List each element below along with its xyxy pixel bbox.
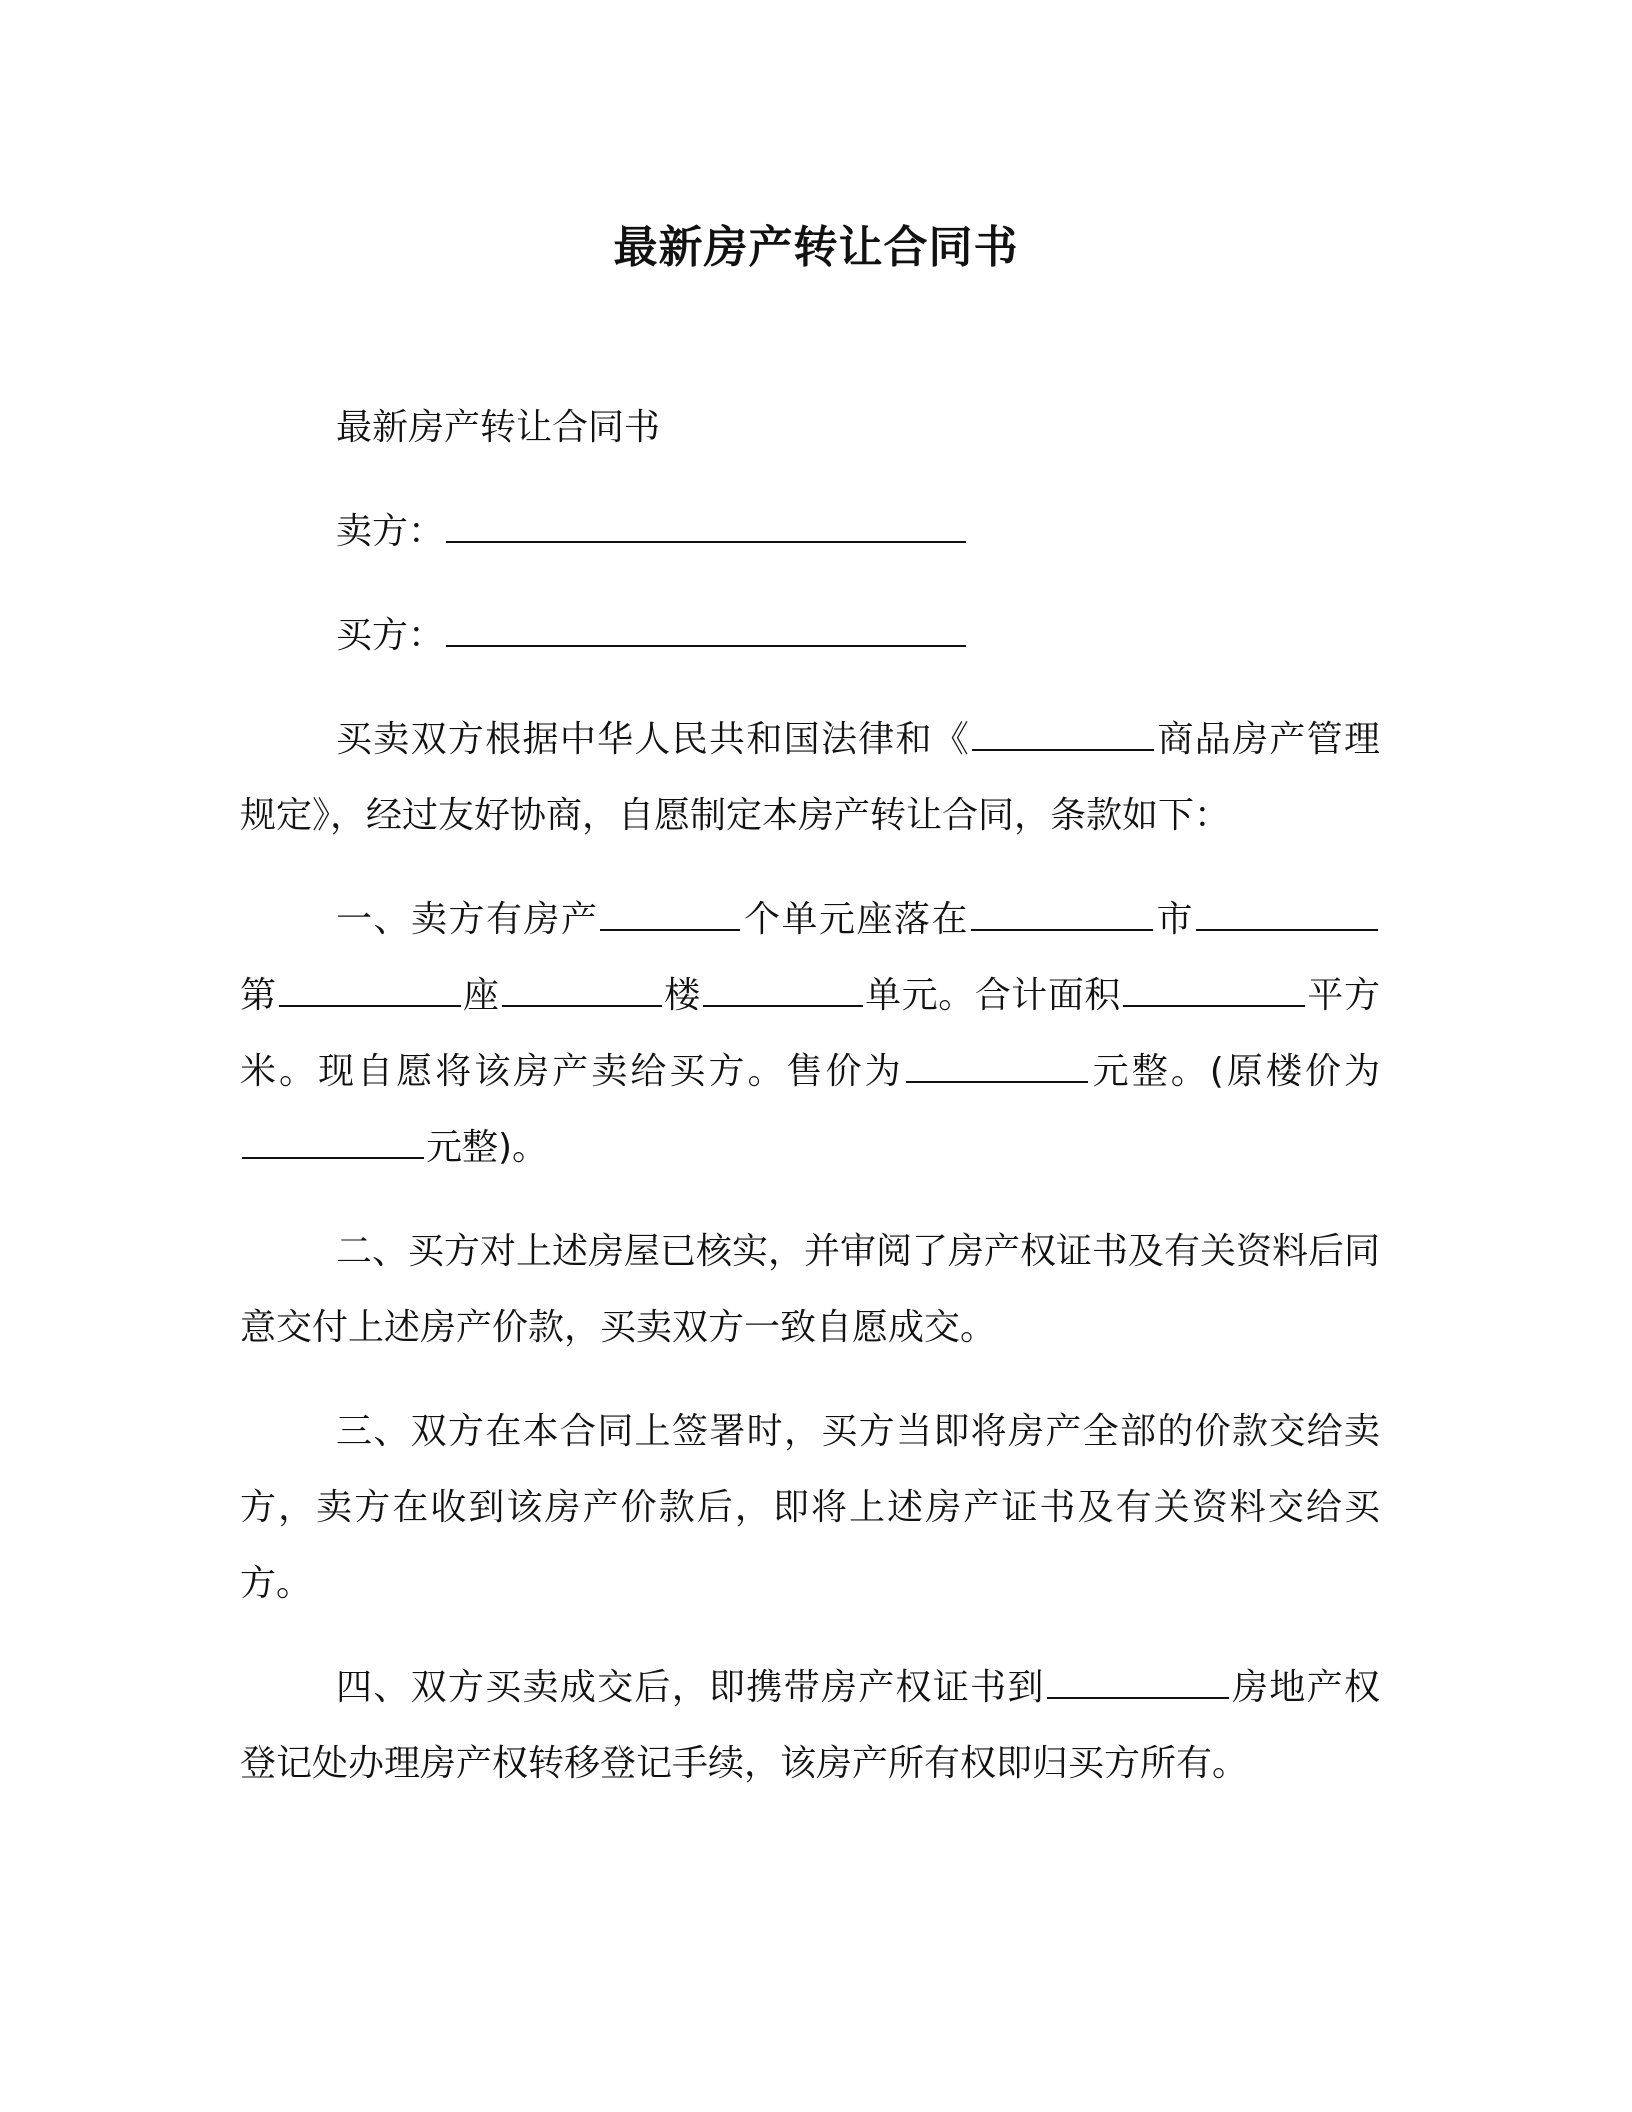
unit-number-blank xyxy=(703,975,863,1007)
document-subtitle: 最新房产转让合同书 xyxy=(336,407,661,448)
location-blank xyxy=(971,899,1153,931)
clause-4-text-b: 房地产权登记处办理房产权转移登记手续，该房产所有权即归买方所有。 xyxy=(240,1667,1380,1784)
unit-count-blank xyxy=(600,899,740,931)
intro-text-a: 买卖双方根据中华人民共和国法律和《 xyxy=(336,719,971,760)
document-body xyxy=(240,390,1380,1830)
clause-1-paragraph xyxy=(240,882,1380,1186)
clause-1-text-b: 个单元座落在 xyxy=(742,899,969,940)
clause-1-text-a: 一、卖方有房产 xyxy=(336,899,599,940)
city-district-blank xyxy=(1196,899,1378,931)
block-number-blank xyxy=(279,975,461,1007)
clause-1-text-d: 第 xyxy=(240,975,277,1016)
clause-1-text-f: 楼 xyxy=(663,975,701,1016)
intro-paragraph xyxy=(240,702,1380,854)
buyer-blank xyxy=(446,615,966,647)
original-price-blank xyxy=(242,1127,424,1159)
clause-4-paragraph xyxy=(240,1650,1380,1802)
area-blank xyxy=(1123,975,1305,1007)
clause-1-text-e: 座 xyxy=(462,975,500,1016)
clause-1-text-c: 市 xyxy=(1154,899,1194,940)
seller-label: 卖方： xyxy=(336,511,445,552)
seller-blank xyxy=(446,511,966,543)
registry-office-blank xyxy=(1047,1667,1229,1699)
regulation-name-blank xyxy=(972,719,1154,751)
seller-line xyxy=(336,494,1380,570)
clause-1-text-h: 平方米。现自愿将该房产卖给买方。售价为 xyxy=(240,975,1380,1092)
clause-2-paragraph: 二、买方对上述房屋已核实，并审阅了房产权证书及有关资料后同意交付上述房产价款，买卖双方一致自愿成交。 xyxy=(240,1231,1381,1348)
buyer-label: 买方： xyxy=(336,615,445,656)
document-title: 最新房产转让合同书 xyxy=(613,222,1019,273)
clause-4-text-a: 四、双方买卖成交后，即携带房产权证书到 xyxy=(336,1667,1045,1708)
clause-3-paragraph: 三、双方在本合同上签署时，买方当即将房产全部的价款交给卖方，卖方在收到该房产价款后，即将上述房产证书及有关资料交给买方。 xyxy=(240,1411,1380,1604)
intro-text-b: 商品房产管理规定》，经过友好协商，自愿制定本房产转让合同，条款如下： xyxy=(240,719,1380,836)
clause-1-text-j: 元整)。 xyxy=(426,1127,549,1168)
building-number-blank xyxy=(502,975,662,1007)
clause-1-text-g: 单元。合计面积 xyxy=(864,975,1121,1016)
sale-price-blank xyxy=(906,1051,1088,1083)
buyer-line xyxy=(336,598,1380,674)
clause-1-text-i: 元整。(原楼价为 xyxy=(1089,1051,1380,1092)
